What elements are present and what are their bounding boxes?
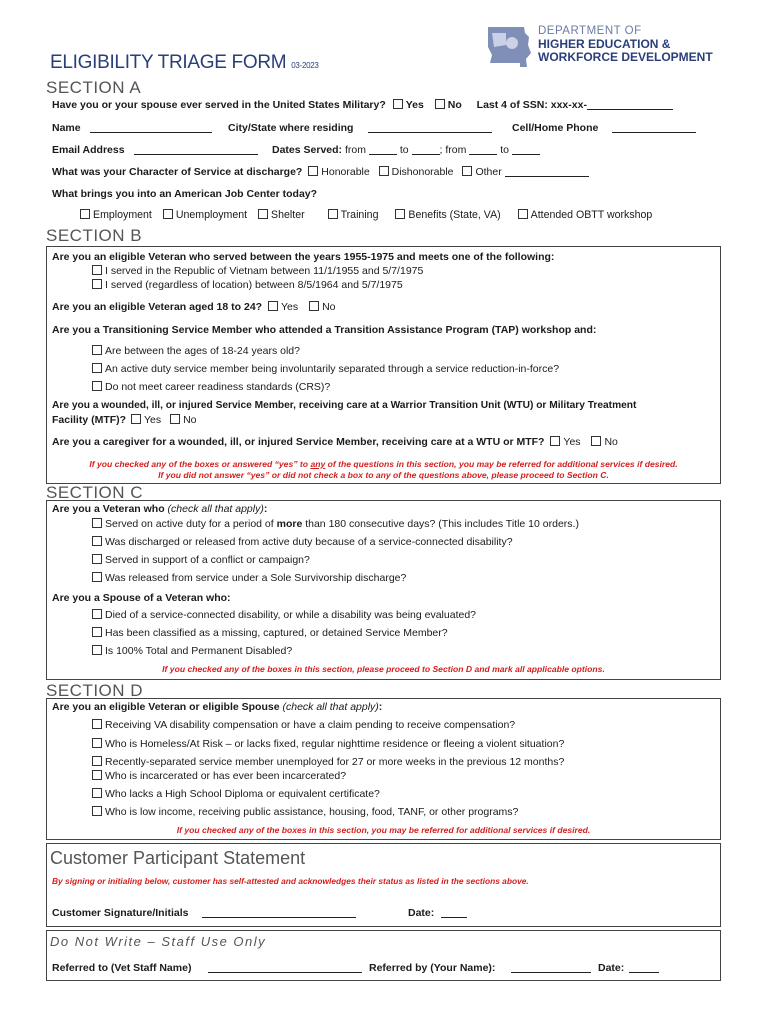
vietnam-option-2-checkbox[interactable] [92,279,102,289]
spouse-option-2 [92,627,448,639]
obtt-label: Attended OBTT workshop [530,209,653,221]
vietnam-option-2 [92,279,403,291]
military-yes-checkbox[interactable] [393,99,403,109]
referred-by-label: Referred by (Your Name): [369,962,496,974]
phone-field[interactable] [612,122,696,133]
section-b-heading: SECTION B [46,226,143,245]
form-version: 03-2023 [291,61,319,70]
dates-to-label: to [399,144,409,156]
eligible-option-3 [92,756,564,768]
eligible-option-4 [92,770,346,782]
section-c-note: If you checked any of the boxes in this section, please proceed to Section D and mark all applicable options. [162,664,605,674]
eligible-option-2-checkbox[interactable] [92,738,102,748]
referred-to-field[interactable] [208,962,362,973]
veteran-option-2 [92,536,513,548]
eligible-option-1-checkbox[interactable] [92,719,102,729]
veteran-option-4-checkbox[interactable] [92,572,102,582]
ssn-label: Last 4 of SSN: xxx-xx- [476,99,587,111]
brings-question: What brings you into an American Job Center today? [52,188,318,200]
section-b-note-1-any: any [310,459,326,469]
eligible-option-4-checkbox[interactable] [92,770,102,780]
tap-option-1 [92,345,300,357]
veteran-option-4-label: Was released from service under a Sole Survivorship discharge? [105,572,407,584]
dishonorable-checkbox[interactable] [379,166,389,176]
wtu-yes-label: Yes [144,414,162,426]
statement-date-field[interactable] [441,907,467,918]
veteran-option-1-pre: Served on active duty for a period of [105,518,277,530]
dates-served-label: Dates Served: [272,144,343,156]
other-checkbox[interactable] [462,166,472,176]
vietnam-option-1 [92,265,423,277]
spouse-option-1-label: Died of a service-connected disability, or while a disability was being evaluated? [105,609,477,621]
other-field[interactable] [505,166,589,177]
section-b-note-2: If you did not answer “yes” or did not check a box to any of the questions above, please proceed to Section C. [158,470,609,480]
honorable-label: Honorable [321,166,370,178]
tap-option-2 [92,363,559,375]
city-state-field[interactable] [368,122,492,133]
veteran-option-4 [92,572,406,584]
veteran-option-2-checkbox[interactable] [92,536,102,546]
caregiver-row [52,436,618,448]
aged-18-24-question: Are you an eligible Veteran aged 18 to 24? [52,301,263,313]
section-d-note: If you checked any of the boxes in this section, you may be referred for additional services if desired. [176,825,591,835]
section-b-note-1 [46,459,721,469]
tap-option-1-checkbox[interactable] [92,345,102,355]
tap-option-3-checkbox[interactable] [92,381,102,391]
wtu-no-label: No [183,414,197,426]
form-title [50,52,319,74]
spouse-option-2-checkbox[interactable] [92,627,102,637]
email-label: Email Address [52,144,125,156]
veteran-option-3 [92,554,310,566]
eligible-question-label: Are you an eligible Veteran or eligible Spouse [52,701,280,713]
unemployment-checkbox[interactable] [163,209,173,219]
eligible-option-3-label: Recently-separated service member unemployed for 27 or more weeks in the previous 12 months? [105,756,565,768]
dates-to-field-1[interactable] [412,144,440,155]
logo-line-1: DEPARTMENT OF [538,25,642,37]
eligible-option-1-label: Receiving VA disability compensation or have a claim pending to receive compensation? [105,719,516,731]
military-no-label: No [447,99,462,111]
veteran-option-2-label: Was discharged or released from active duty because of a service-connected disability? [105,536,513,548]
logo [486,25,726,71]
caregiver-yes-label: Yes [563,436,581,448]
name-field[interactable] [90,122,212,133]
dates-from-label: from [344,144,366,156]
tap-option-3 [92,381,330,393]
eligible-option-6-checkbox[interactable] [92,806,102,816]
veteran-who-label: Are you a Veteran who [52,503,165,515]
veteran-option-3-checkbox[interactable] [92,554,102,564]
tap-option-3-label: Do not meet career readiness standards (CRS)? [105,381,331,393]
military-question-row [52,99,673,111]
eligible-option-5-checkbox[interactable] [92,788,102,798]
veteran-option-1-checkbox[interactable] [92,518,102,528]
shelter-checkbox[interactable] [258,209,268,219]
veteran-who-colon: : [263,503,268,515]
phone-label: Cell/Home Phone [512,122,599,134]
eligible-question-colon: : [378,701,383,713]
caregiver-no-label: No [604,436,618,448]
dishonorable-label: Dishonorable [391,166,454,178]
staff-date-label: Date: [598,962,625,974]
aged-18-24-row [52,301,336,313]
form-title-text: ELIGIBILITY TRIAGE FORM [50,52,287,73]
section-b-note-1-post: of the questions in this section, you may be referred for additional services if desired. [325,459,678,469]
signature-label: Customer Signature/Initials [52,907,189,919]
eligible-option-1 [92,719,515,731]
spouse-option-1 [92,609,476,621]
character-question: What was your Character of Service at discharge? [52,166,303,178]
tap-option-2-label: An active duty service member being involuntarily separated through a service reduction-in-force? [105,363,560,375]
eligible-option-4-label: Who is incarcerated or has ever been incarcerated? [105,770,347,782]
obtt-checkbox[interactable] [518,209,528,219]
shelter-label: Shelter [271,209,305,221]
eligible-option-5 [92,788,380,800]
training-label: Training [340,209,379,221]
city-state-label: City/State where residing [228,122,354,134]
missouri-map-logo-icon [486,25,532,69]
statement-date-label: Date: [408,907,435,919]
eligible-option-5-label: Who lacks a High School Diploma or equivalent certificate? [105,788,380,800]
vietnam-question: Are you an eligible Veteran who served between the years 1955-1975 and meets one of the following: [52,251,555,263]
eligible-question [52,701,382,713]
employment-checkbox[interactable] [80,209,90,219]
referred-to-label: Referred to (Vet Staff Name) [52,962,192,974]
staff-heading: Do Not Write – Staff Use Only [50,934,267,949]
eligible-question-hint: (check all that apply) [282,701,379,713]
veteran-option-1 [92,518,579,530]
vietnam-option-1-label: I served in the Republic of Vietnam between 11/1/1955 and 5/7/1975 [105,265,424,277]
dates-from-field-2[interactable] [469,144,497,155]
ssn-field[interactable] [587,99,673,110]
tap-option-2-checkbox[interactable] [92,363,102,373]
dates-to-field-2[interactable] [512,144,540,155]
aged-yes-label: Yes [281,301,299,313]
training-checkbox[interactable] [328,209,338,219]
section-d-heading: SECTION D [46,681,144,700]
wtu-yes-checkbox[interactable] [131,414,141,424]
aged-yes-checkbox[interactable] [268,301,278,311]
email-field[interactable] [134,144,258,155]
logo-line-3: WORKFORCE DEVELOPMENT [538,50,713,64]
brings-options [80,209,652,221]
vietnam-option-1-checkbox[interactable] [92,265,102,275]
benefits-label: Benefits (State, VA) [408,209,501,221]
caregiver-no-checkbox[interactable] [591,436,601,446]
other-label: Other [475,166,502,178]
employment-label: Employment [93,209,152,221]
section-c-heading: SECTION C [46,483,144,502]
unemployment-label: Unemployment [175,209,248,221]
military-no-checkbox[interactable] [435,99,445,109]
eligible-option-6 [92,806,518,818]
statement-heading: Customer Participant Statement [50,848,306,868]
spouse-option-3 [92,645,292,657]
eligible-option-6-label: Who is low income, receiving public assistance, housing, food, TANF, or other programs? [105,806,519,818]
section-a-heading: SECTION A [46,78,142,97]
eligible-option-2-label: Who is Homeless/At Risk – or lacks fixed, regular nighttime residence or fleeing a violent situation? [105,738,565,750]
tap-question: Are you a Transitioning Service Member who attended a Transition Assistance Program (TAP) workshop and: [52,324,597,336]
spouse-option-3-checkbox[interactable] [92,645,102,655]
veteran-who-question [52,503,267,515]
eligible-option-3-checkbox[interactable] [92,756,102,766]
referred-by-field[interactable] [511,962,591,973]
character-row [52,166,589,178]
wtu-question-line-2: Facility (MTF)? [52,414,127,426]
military-yes-label: Yes [405,99,424,111]
statement-note: By signing or initialing below, customer has self-attested and acknowledges their status as listed in the sections above. [52,876,529,886]
spouse-option-2-label: Has been classified as a missing, captured, or detained Service Member? [105,627,448,639]
staff-date-field[interactable] [629,962,659,973]
spouse-option-1-checkbox[interactable] [92,609,102,619]
wtu-question-row [52,414,197,426]
eligible-option-2 [92,738,564,750]
logo-line-2: HIGHER EDUCATION & [538,37,671,51]
benefits-checkbox[interactable] [395,209,405,219]
aged-no-label: No [322,301,336,313]
caregiver-question: Are you a caregiver for a wounded, ill, or injured Service Member, receiving care at a WTU or MTF? [52,436,545,448]
tap-option-1-label: Are between the ages of 18-24 years old? [105,345,300,357]
honorable-checkbox[interactable] [308,166,318,176]
military-question: Have you or your spouse ever served in the United States Military? [52,99,386,111]
name-label: Name [52,122,81,134]
veteran-option-3-label: Served in support of a conflict or campaign? [105,554,310,566]
section-b-note-1-pre: If you checked any of the boxes or answered “yes” to [89,459,311,469]
dates-from2-label: ; from [439,144,467,156]
dates-served-row [272,144,540,156]
dates-to2-label: to [500,144,509,156]
vietnam-option-2-label: I served (regardless of location) between 8/5/1964 and 5/7/1975 [105,279,403,291]
aged-no-checkbox[interactable] [309,301,319,311]
signature-field[interactable] [202,907,356,918]
wtu-question-line-1: Are you a wounded, ill, or injured Service Member, receiving care at a Warrior Transition Unit (WTU) or Military Treatment [52,400,637,411]
caregiver-yes-checkbox[interactable] [550,436,560,446]
dates-from-field-1[interactable] [369,144,397,155]
veteran-option-1-more: more [276,518,303,530]
veteran-who-hint: (check all that apply) [167,503,264,515]
spouse-question: Are you a Spouse of a Veteran who: [52,592,231,604]
wtu-no-checkbox[interactable] [170,414,180,424]
veteran-option-1-post: than 180 consecutive days? (This includes Title 10 orders.) [302,518,579,530]
spouse-option-3-label: Is 100% Total and Permanent Disabled? [105,645,293,657]
